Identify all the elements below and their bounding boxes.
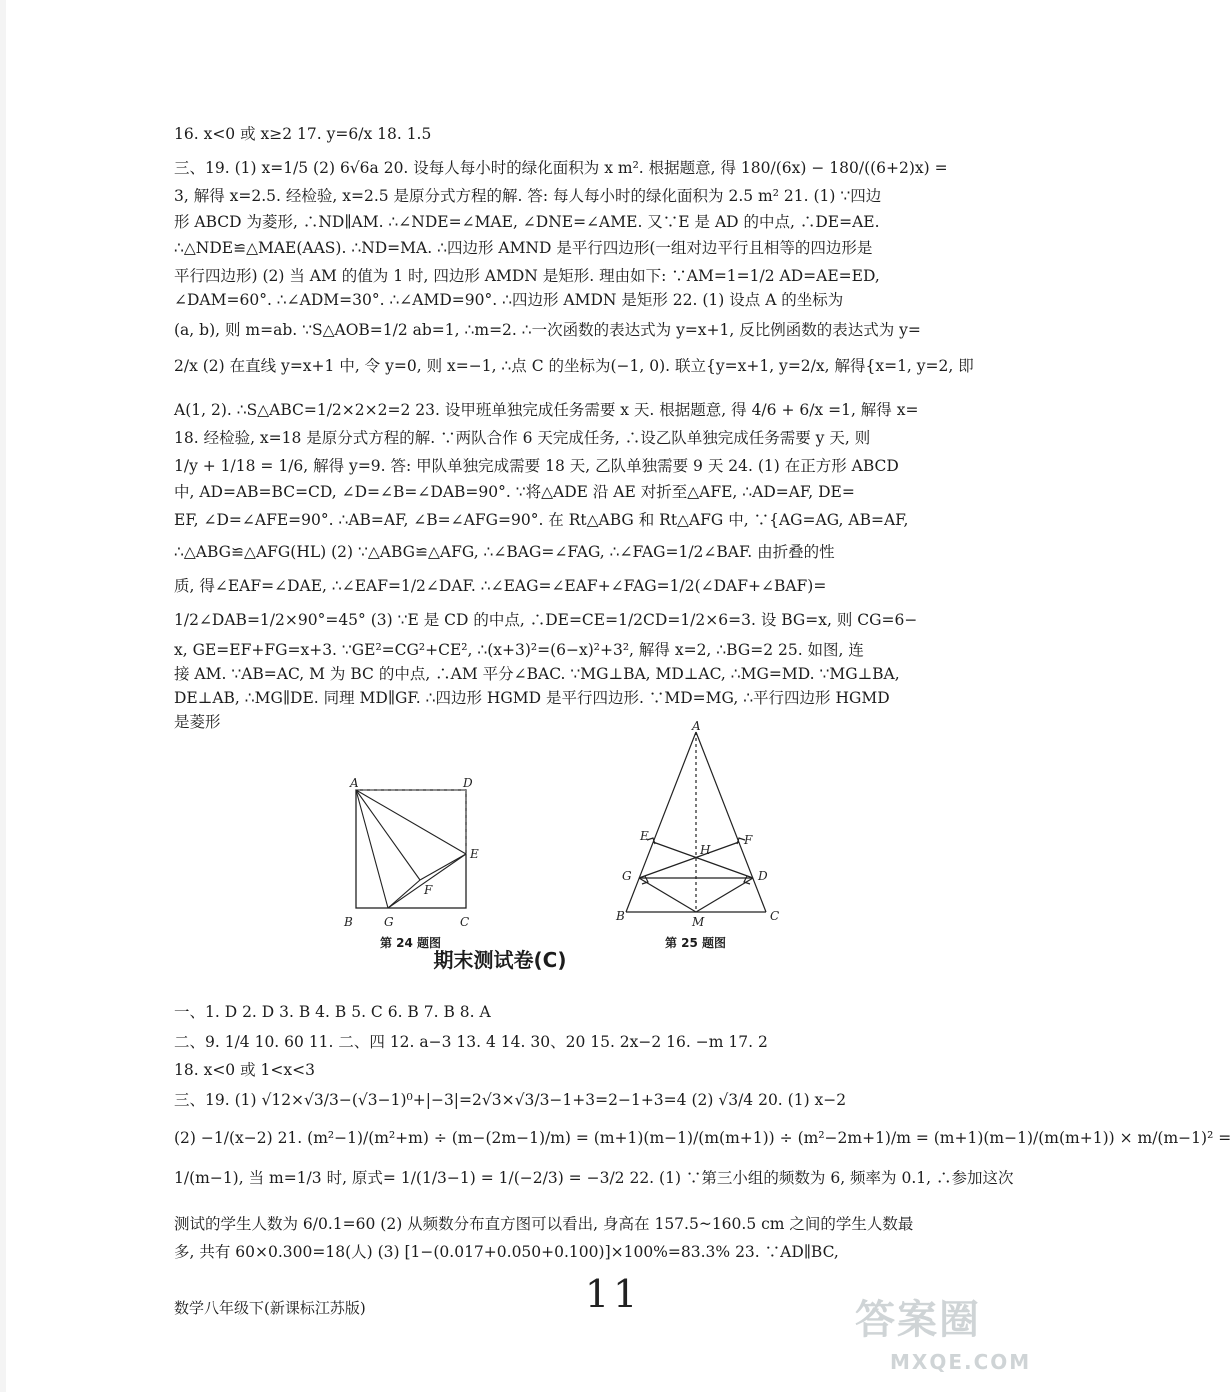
label-d: D [758,869,768,883]
watermark-url: MXQE.COM [890,1350,1032,1374]
answer-line: 18. x<0 或 1<x<3 [174,1061,315,1079]
label-f: F [744,833,753,847]
figure-24-caption: 第 24 题图 [380,936,442,950]
label-c: C [770,909,780,923]
answer-line: 是菱形 [174,713,221,731]
answer-line: DE⊥AB, ∴MG∥DE. 同理 MD∥GF. ∴四边形 HGMD 是平行四边形. ∵MD=MG, ∴平行四边形 HGMD [174,689,890,707]
answer-line: (2) −1/(x−2) 21. (m²−1)/(m²+m) ÷ (m−(2m−1)/m) = (m+1)(m−1)/(m(m+1)) ÷ (m²−2m+1)/m = (m+1)(m−1)/(m(m+1)) × m/(m−1)² = [174,1129,1231,1147]
answer-line: (a, b), 则 m=ab. ∵S△AOB=1/2 ab=1, ∴m=2. ∴一次函数的表达式为 y=x+1, 反比例函数的表达式为 y= [174,321,921,339]
answer-line: ∴△NDE≌△MAE(AAS). ∴ND=MA. ∴四边形 AMND 是平行四边形(一组对边平行且相等的四边形是 [174,239,873,257]
segment-fg [639,842,739,878]
answer-line: 质, 得∠EAF=∠DAE, ∴∠EAF=1/2∠DAF. ∴∠EAG=∠EAF+∠FAG=1/2(∠DAF+∠BAF)= [174,577,827,595]
label-a: A [350,776,359,790]
label-a: A [692,719,701,733]
side-ac [696,732,766,912]
answer-line: 一、1. D 2. D 3. B 4. B 5. C 6. B 7. B 8. A [174,1003,491,1021]
label-g: G [622,869,632,883]
answer-line: 16. x<0 或 x≥2 17. y=6/x 18. 1.5 [174,125,432,143]
answer-line: 1/2∠DAB=1/2×90°=45° (3) ∵E 是 CD 的中点, ∴DE=CE=1/2CD=1/2×6=3. 设 BG=x, 则 CG=6− [174,611,918,629]
answer-line: ∠DAM=60°. ∴∠ADM=30°. ∴∠AMD=90°. ∴四边形 AMDN 是矩形 22. (1) 设点 A 的坐标为 [174,291,844,309]
label-e: E [640,829,649,843]
label-f: F [424,883,433,897]
answer-line: 接 AM. ∵AB=AC, M 为 BC 的中点, ∴AM 平分∠BAC. ∵MG⊥BA, MD⊥AC, ∴MG=MD. ∵MG⊥BA, [174,665,900,683]
figure-25-caption: 第 25 题图 [665,936,727,950]
side-ab [626,732,696,912]
segment-ae [356,790,466,854]
label-m: M [692,915,705,929]
page-number: 11 [585,1272,642,1316]
answer-line: 三、19. (1) x=1/5 (2) 6√6a 20. 设每人每小时的绿化面积为 x m². 根据题意, 得 180/(6x) − 180/((6+2)x) = [174,159,948,177]
answer-line: EF, ∠D=∠AFE=90°. ∴AB=AF, ∠B=∠AFG=90°. 在 Rt△ABG 和 Rt△AFG 中, ∵{AG=AG, AB=AF, [174,511,909,529]
answer-line: 1/y + 1/18 = 1/6, 解得 y=9. 答: 甲队单独完成需要 18 天, 乙队单独需要 9 天 24. (1) 在正方形 ABCD [174,457,899,475]
segment-dm [696,878,753,912]
segment-gf [388,880,420,908]
label-g: G [384,915,394,929]
segment-fe [420,854,466,880]
answer-line: 平行四边形) (2) 当 AM 的值为 1 时, 四边形 AMDN 是矩形. 理由如下: ∵AM=1=1/2 AD=AE=ED, [174,267,880,285]
answer-line: 中, AD=AB=BC=CD, ∠D=∠B=∠DAB=90°. ∵将△ADE 沿 AE 对折至△AFE, ∴AD=AF, DE= [174,483,855,501]
figure-24 [340,778,490,948]
segment-ge [388,854,466,908]
answer-line: ∴△ABG≌△AFG(HL) (2) ∵△ABG≌△AFG, ∴∠BAG=∠FAG, ∴∠FAG=1/2∠BAF. 由折叠的性 [174,543,835,561]
watermark-logo: 答案圈 [855,1297,981,1343]
answer-line: 二、9. 1/4 10. 60 11. 二、四 12. a−3 13. 4 14. 30、20 15. 2x−2 16. −m 17. 2 [174,1033,768,1051]
segment-gm [639,878,696,912]
segment-ag [356,790,388,908]
label-h: H [700,843,711,857]
answer-line: 测试的学生人数为 6/0.1=60 (2) 从频数分布直方图可以看出, 身高在 157.5~160.5 cm 之间的学生人数最 [174,1215,914,1233]
figure-25 [612,720,792,930]
answer-line: x, GE=EF+FG=x+3. ∵GE²=CG²+CE², ∴(x+3)²=(6−x)²+3², 解得 x=2, ∴BG=2 25. 如图, 连 [174,641,864,659]
answer-line: 形 ABCD 为菱形, ∴ND∥AM. ∴∠NDE=∠MAE, ∠DNE=∠AME. 又∵E 是 AD 的中点, ∴DE=AE. [174,213,880,231]
answer-line: 18. 经检验, x=18 是原分式方程的解. ∵两队合作 6 天完成任务, ∴设乙队单独完成任务需要 y 天, 则 [174,429,871,447]
label-b: B [616,909,625,923]
answer-line: 多, 共有 60×0.300=18(人) (3) [1−(0.017+0.050+0.100)]×100%=83.3% 23. ∵AD∥BC, [174,1243,839,1261]
label-d: D [463,776,473,790]
answer-line: 3, 解得 x=2.5. 经检验, x=2.5 是原分式方程的解. 答: 每人每小时的绿化面积为 2.5 m² 21. (1) ∵四边 [174,187,882,205]
answer-line: 三、19. (1) √12×√3/3−(√3−1)⁰+|−3|=2√3×√3/3−1+3=2−1+3=4 (2) √3/4 20. (1) x−2 [174,1091,847,1109]
answer-line: 1/(m−1), 当 m=1/3 时, 原式= 1/(1/3−1) = 1/(−2/3) = −3/2 22. (1) ∵第三小组的频数为 6, 频率为 0.1, ∴参加这次 [174,1169,1014,1187]
label-e: E [470,847,479,861]
section-title: 期末测试卷(C) [433,948,567,972]
answer-line: A(1, 2). ∴S△ABC=1/2×2×2=2 23. 设甲班单独完成任务需要 x 天. 根据题意, 得 4/6 + 6/x =1, 解得 x= [174,401,919,419]
book-footer: 数学八年级下(新课标江苏版) [174,1299,366,1317]
page-edge-shadow [0,0,6,1392]
label-b: B [344,915,353,929]
answer-line: 2/x (2) 在直线 y=x+1 中, 令 y=0, 则 x=−1, ∴点 C 的坐标为(−1, 0). 联立{y=x+1, y=2/x, 解得{x=1, y=2, 即 [174,357,974,375]
segment-af [356,790,420,880]
label-c: C [460,915,470,929]
